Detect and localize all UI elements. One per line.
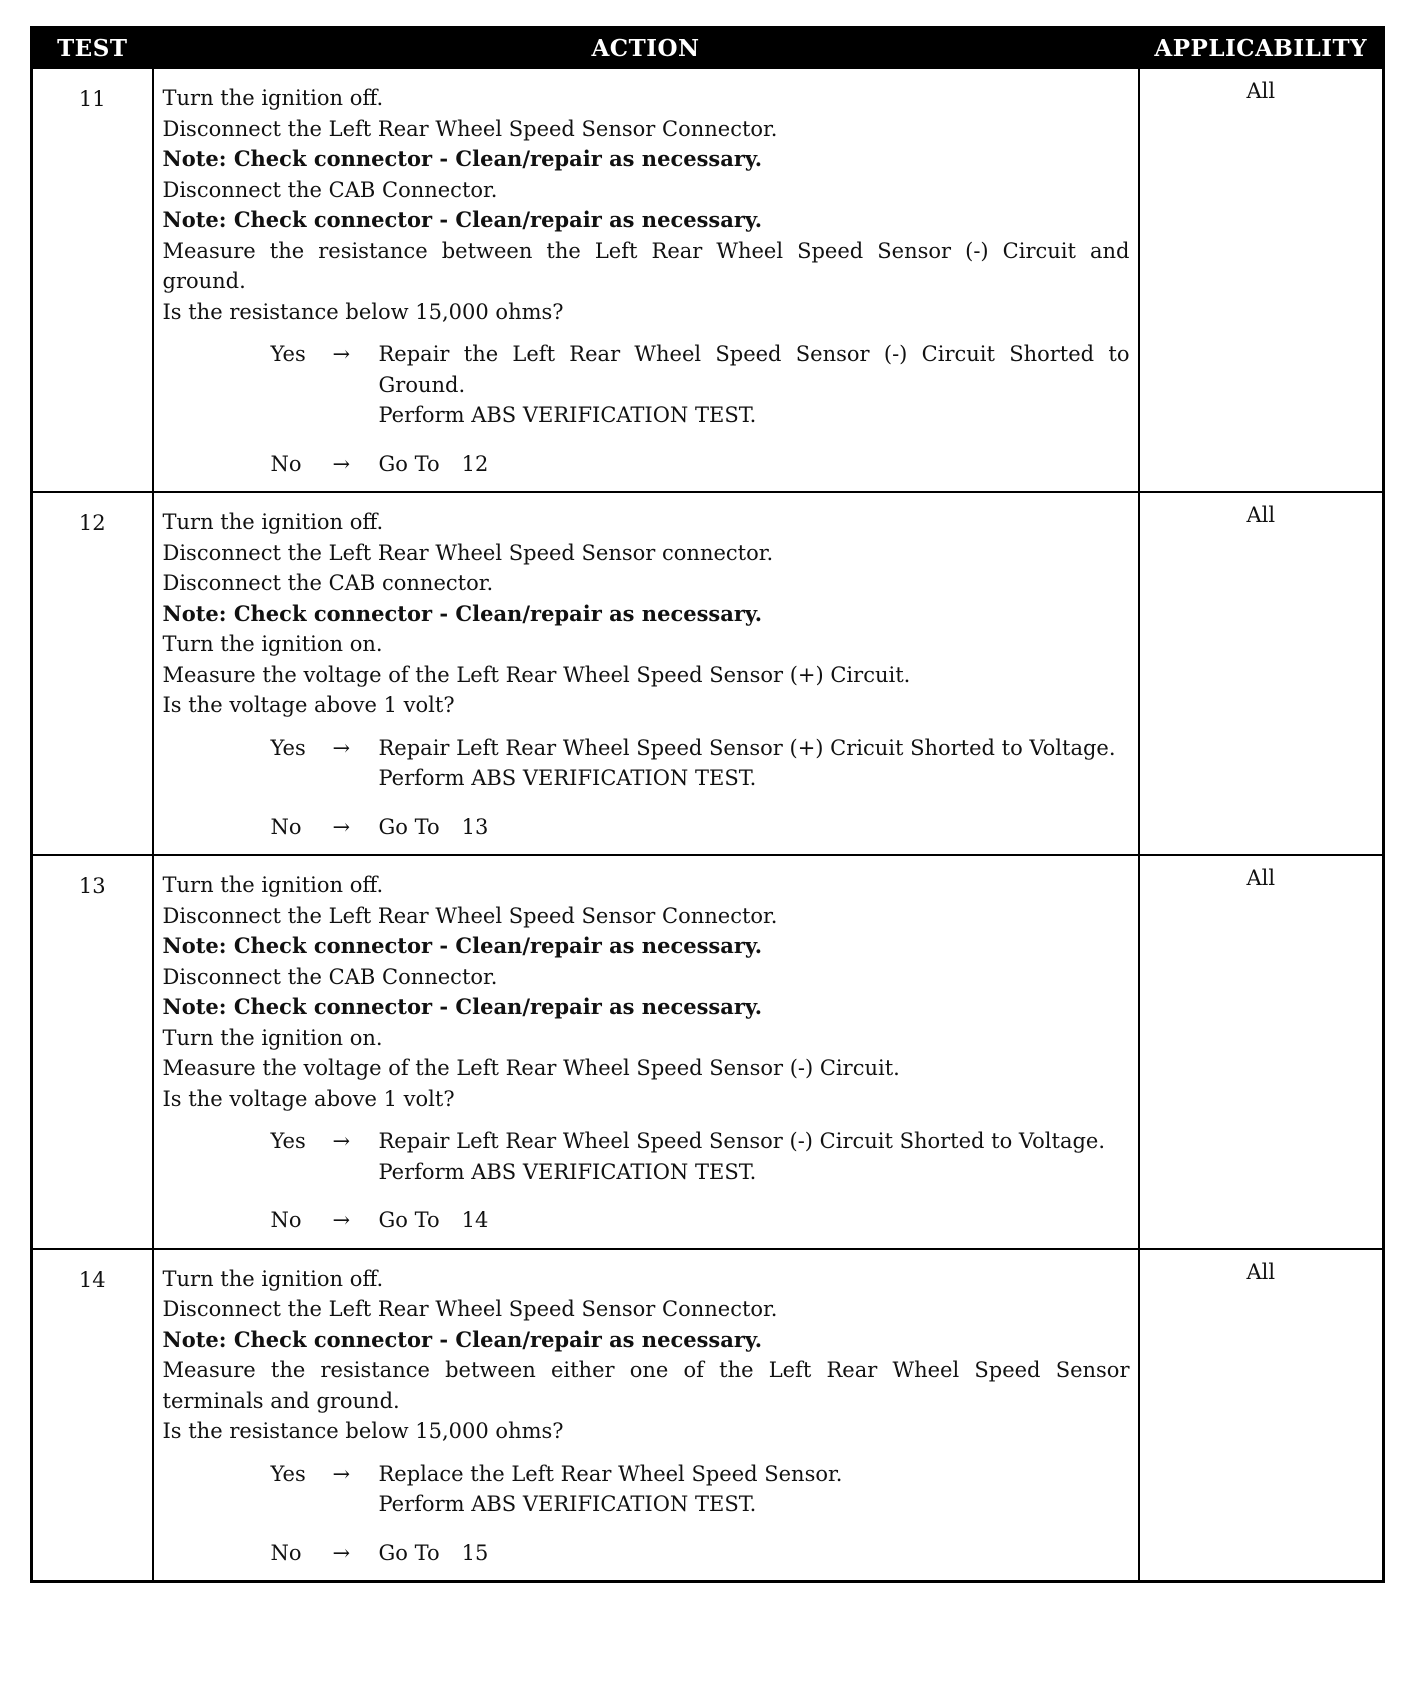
applicability-value: All <box>1139 1249 1384 1582</box>
yes-action-line: Repair Left Rear Wheel Speed Sensor (-) Circuit Shorted to Voltage. <box>378 1129 1106 1153</box>
step-line: Disconnect the Left Rear Wheel Speed Sensor connector. <box>162 540 774 565</box>
step-line: Measure the resistance between either one of the Left Rear Wheel Speed Sensor terminals and ground. <box>162 1358 1130 1413</box>
no-response <box>163 1205 1130 1236</box>
note-line: Note: Check connector - Clean/repair as necessary. <box>162 994 763 1019</box>
no-response <box>163 812 1130 843</box>
yes-action <box>379 1126 1130 1187</box>
yes-action <box>379 733 1130 794</box>
yes-action <box>379 339 1130 431</box>
no-label: No <box>270 451 302 476</box>
no-action <box>379 812 1130 843</box>
no-action <box>379 1538 1130 1569</box>
step-line: Measure the resistance between the Left Rear Wheel Speed Sensor (-) Circuit and ground. <box>162 238 1130 293</box>
yes-response <box>163 1459 1130 1520</box>
no-label: No <box>270 1208 302 1232</box>
step-line: Disconnect the CAB Connector. <box>162 177 498 202</box>
test-number: 13 <box>32 855 153 1249</box>
arrow-icon: → <box>332 1461 351 1486</box>
step-line: Is the voltage above 1 volt? <box>162 1086 455 1111</box>
yes-action-line: Perform ABS VERIFICATION TEST. <box>378 1159 757 1184</box>
arrow-icon: → <box>332 451 351 476</box>
diagnostic-page <box>30 26 1382 1583</box>
step-line: Turn the ignition off. <box>162 510 384 534</box>
yes-label: Yes <box>270 1129 306 1153</box>
goto-label: Go To <box>378 1208 440 1232</box>
action-cell <box>153 492 1139 855</box>
header-applicability: APPLICABILITY <box>1139 28 1384 69</box>
note-line: Note: Check connector - Clean/repair as necessary. <box>162 207 763 232</box>
goto-label: Go To <box>378 814 440 839</box>
test-number: 11 <box>32 68 153 492</box>
step-line: Disconnect the CAB connector. <box>162 571 494 595</box>
no-response <box>163 449 1130 480</box>
step-line: Is the voltage above 1 volt? <box>162 693 455 717</box>
diagnostic-table <box>30 26 1385 1583</box>
no-action <box>379 1205 1130 1236</box>
no-label: No <box>270 1540 302 1565</box>
yes-action-line: Repair Left Rear Wheel Speed Sensor (+) Cricuit Shorted to Voltage. <box>378 735 1116 760</box>
no-action <box>379 449 1130 480</box>
applicability-value: All <box>1139 68 1384 492</box>
action-cell <box>153 855 1139 1249</box>
yes-action-line: Repair the Left Rear Wheel Speed Sensor (-) Circuit Shorted to Ground. <box>378 342 1130 397</box>
step-line: Disconnect the Left Rear Wheel Speed Sensor Connector. <box>162 1297 778 1321</box>
test-number: 12 <box>32 492 153 855</box>
applicability-value: All <box>1139 855 1384 1249</box>
yes-action-line: Replace the Left Rear Wheel Speed Sensor. <box>378 1461 843 1486</box>
step-line: Is the resistance below 15,000 ohms? <box>162 1419 564 1443</box>
yes-action <box>379 1459 1130 1520</box>
yes-label: Yes <box>270 1461 306 1486</box>
action-cell <box>153 1249 1139 1582</box>
step-line: Turn the ignition off. <box>162 86 384 110</box>
yes-action-line: Perform ABS VERIFICATION TEST. <box>378 766 757 790</box>
arrow-icon: → <box>332 735 351 760</box>
step-line: Is the resistance below 15,000 ohms? <box>162 299 564 324</box>
yes-response <box>163 733 1130 794</box>
goto-target: 15 <box>461 1540 489 1565</box>
table-header <box>32 28 1384 69</box>
arrow-icon: → <box>332 342 351 366</box>
header-action: ACTION <box>153 28 1139 69</box>
step-line: Disconnect the CAB Connector. <box>162 964 498 989</box>
step-line: Turn the ignition on. <box>162 1025 383 1050</box>
goto-target: 13 <box>461 814 489 839</box>
no-label: No <box>270 814 302 839</box>
yes-response <box>163 339 1130 431</box>
step-line: Disconnect the Left Rear Wheel Speed Sensor Connector. <box>162 116 778 141</box>
goto-target: 14 <box>461 1208 489 1232</box>
yes-action-line: Perform ABS VERIFICATION TEST. <box>378 1492 757 1516</box>
note-line: Note: Check connector - Clean/repair as necessary. <box>162 600 763 626</box>
goto-label: Go To <box>378 1540 440 1565</box>
table-row <box>32 1249 1384 1582</box>
step-line: Measure the voltage of the Left Rear Wheel Speed Sensor (+) Circuit. <box>162 662 911 687</box>
test-number: 14 <box>32 1249 153 1582</box>
note-line: Note: Check connector - Clean/repair as necessary. <box>162 1326 763 1352</box>
step-line: Turn the ignition off. <box>162 873 384 897</box>
step-line: Turn the ignition off. <box>162 1266 384 1291</box>
goto-label: Go To <box>378 451 440 476</box>
table-row <box>32 68 1384 492</box>
step-line: Turn the ignition on. <box>162 632 383 656</box>
arrow-icon: → <box>332 1208 351 1232</box>
yes-action-line: Perform ABS VERIFICATION TEST. <box>378 403 757 427</box>
note-line: Note: Check connector - Clean/repair as necessary. <box>162 933 763 958</box>
yes-label: Yes <box>270 342 306 366</box>
applicability-value: All <box>1139 492 1384 855</box>
header-test: TEST <box>32 28 153 69</box>
table-row <box>32 855 1384 1249</box>
step-line: Measure the voltage of the Left Rear Wheel Speed Sensor (-) Circuit. <box>162 1056 900 1080</box>
table-row <box>32 492 1384 855</box>
table-body <box>32 68 1384 1582</box>
yes-label: Yes <box>270 735 306 760</box>
no-response <box>163 1538 1130 1569</box>
yes-response <box>163 1126 1130 1187</box>
goto-target: 12 <box>461 451 489 476</box>
action-cell <box>153 68 1139 492</box>
note-line: Note: Check connector - Clean/repair as necessary. <box>162 146 763 171</box>
step-line: Disconnect the Left Rear Wheel Speed Sensor Connector. <box>162 903 778 928</box>
arrow-icon: → <box>332 1540 351 1565</box>
arrow-icon: → <box>332 814 351 839</box>
arrow-icon: → <box>332 1129 351 1153</box>
